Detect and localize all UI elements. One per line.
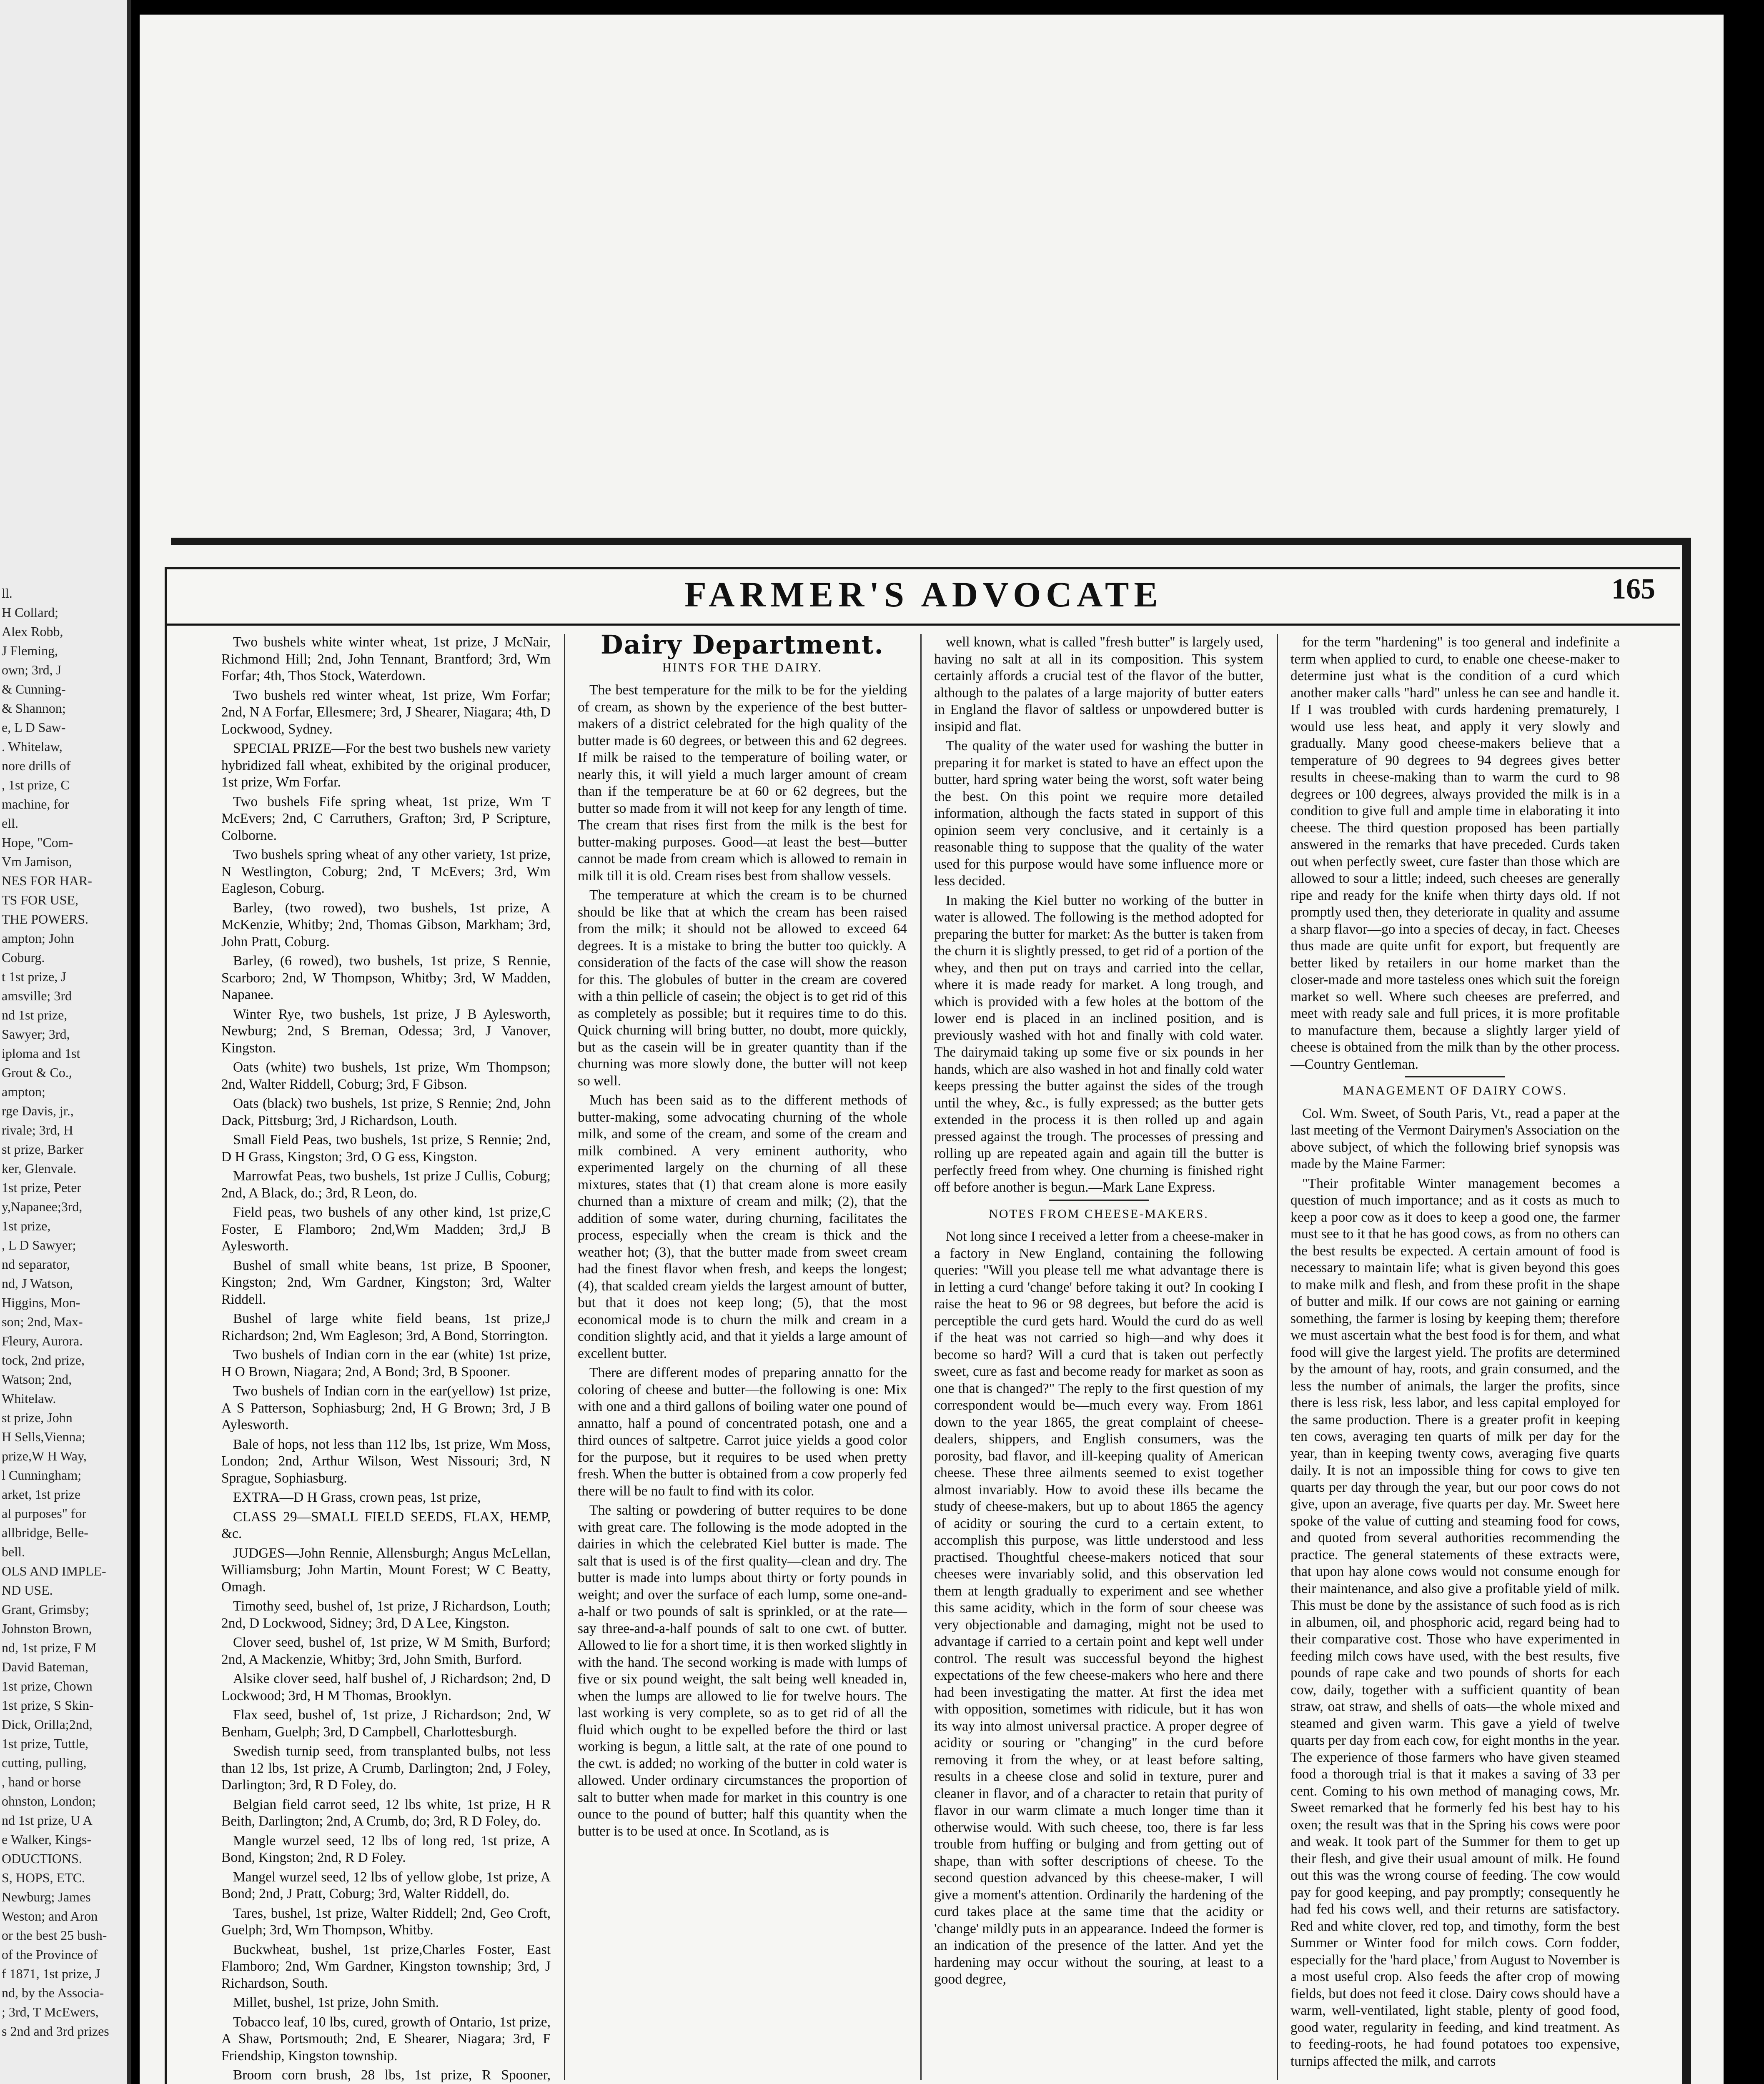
facing-page-line: Whitelaw.	[2, 1391, 56, 1406]
col4-paragraphs2-paragraph: Col. Wm. Sweet, of South Paris, Vt., read a paper at the last meeting of the Vermont Dairymen's Association on the above subject, of which the following brief synopsis was made by the Maine Farmer:	[1290, 1105, 1620, 1172]
col1-paragraphs-paragraph: JUDGES—John Rennie, Allensburgh; Angus McLellan, Williamsburg; John Martin, Mount Forest; W C Beatty, Omagh.	[221, 1545, 551, 1595]
facing-page-line: rivale; 3rd, H	[2, 1122, 73, 1137]
subhead-dairy-cows: MANAGEMENT OF DAIRY COWS.	[1343, 1084, 1568, 1097]
facing-page-line: 1st prize, Tuttle,	[2, 1736, 89, 1751]
facing-page-line: nd, by the Associa-	[2, 1985, 104, 2000]
facing-page-line: Dick, Orilla;2nd,	[2, 1717, 93, 1732]
facing-page-line: s 2nd and 3rd prizes	[2, 2024, 109, 2039]
masthead	[167, 569, 1680, 626]
facing-page-line: f 1871, 1st prize, J	[2, 1966, 100, 1981]
facing-page-line: , 1st prize, C	[2, 777, 70, 792]
col1-paragraphs-paragraph: Marrowfat Peas, two bushels, 1st prize J Cullis, Coburg; 2nd, A Black, do.; 3rd, R Leon, do.	[221, 1168, 551, 1201]
col1-paragraphs-paragraph: SPECIAL PRIZE—For the best two bushels new variety hybridized fall wheat, exhibited by the original producer, 1st prize, Wm Forfar.	[221, 741, 551, 790]
col1-paragraphs-paragraph: Mangel wurzel seed, 12 lbs of yellow globe, 1st prize, A Bond; 2nd, J Pratt, Coburg; 3rd, Walter Riddell, do.	[221, 1869, 551, 1901]
facing-page-edge	[0, 0, 131, 2084]
column-4-rule	[1405, 1076, 1505, 1077]
facing-page-line: 1st prize, Chown	[2, 1678, 93, 1693]
facing-page-line: nd separator,	[2, 1257, 70, 1272]
facing-page-line: y,Napanee;3rd,	[2, 1199, 83, 1214]
column-divider-1	[564, 634, 565, 2080]
facing-page-line: Higgins, Mon-	[2, 1295, 80, 1310]
facing-page-line: ohnston, London;	[2, 1793, 96, 1808]
column-3	[934, 634, 1263, 2080]
facing-page-line: iploma and 1st	[2, 1046, 80, 1061]
page-number: 165	[1611, 573, 1655, 605]
facing-page-line: Alex Robb,	[2, 624, 63, 639]
facing-page-line: . Whitelaw,	[2, 739, 63, 754]
column-4-body	[1290, 634, 1620, 1073]
facing-page-line: tock, 2nd prize,	[2, 1353, 85, 1368]
facing-page-line: nd, J Watson,	[2, 1276, 73, 1291]
col4-paragraphs-paragraph: for the term "hardening" is too general and indefinite a term when applied to curd, to enable one cheese-maker to determine just what is the condition of a curd which another maker calls "hard" unless he can see and handle it. If I was troubled with curds hardening prematurely, I would use less heat, and apply it very slowly and gradually. Many good cheese-makers believe that a temperature of 90 degrees to 94 degrees gives better results in cheese-making than to warm the curd to 98 degrees or 100 degrees, always provided the milk is in a condition to give full and ample time in elaborating it into cheese. The third question proposed has been partially answered in the remarks that have preceded. Curds taken out when perfectly sweet, cure faster than those which are allowed to sour a little; indeed, such cheeses are generally ripe and ready for the knife when thirty days old. If not promptly used then, they deteriorate in quality and assume a sharp flavor—go into a species of decay, in fact. Cheeses thus made are quite unfit for export, but frequently are better liked by retailers in our home market than the closer-made and more tasteless ones which suit the foreign market so well. Where such cheeses are preferred, and meet with ready sale and full prices, it is more profitable to manufacture them, because a slightly larger yield of cheese is obtained from the milk than by the other process.—Country Gentleman.	[1290, 634, 1620, 1072]
column-2	[578, 629, 907, 2080]
facing-page-line: Vm Jamison,	[2, 854, 72, 869]
col1-paragraphs-paragraph: Two bushels red winter wheat, 1st prize, Wm Forfar; 2nd, N A Forfar, Ellesmere; 3rd, J Shearer, Niagara; 4th, D Lockwood, Sydney.	[221, 687, 551, 737]
col1-paragraphs-paragraph: Barley, (two rowed), two bushels, 1st prize, A McKenzie, Whitby; 2nd, Thomas Gibson, Markham; 3rd, John Pratt, Coburg.	[221, 900, 551, 949]
facing-page-line: 1st prize, S Skin-	[2, 1698, 94, 1713]
facing-page-line: Weston; and Aron	[2, 1909, 98, 1924]
col3-paragraphs-paragraph: well known, what is called "fresh butter" is largely used, having no salt at all in its composition. This system certainly affords a crucial test of the flavor of the butter, although to the palates of a large majority of butter eaters in England the flavor of saltless or unpowdered butter is insipid and flat.	[934, 634, 1263, 734]
facing-page-line: of the Province of	[2, 1947, 98, 1962]
section-title: Dairy Department.	[600, 629, 885, 660]
facing-page-text	[0, 584, 127, 2039]
facing-page-line: e, L D Saw-	[2, 720, 66, 735]
subhead-cheese-makers: NOTES FROM CHEESE-MAKERS.	[989, 1207, 1209, 1221]
col1-paragraphs-paragraph: Bushel of small white beans, 1st prize, B Spooner, Kingston; 2nd, Wm Gardner, Kingston; 3rd, Walter Riddell.	[221, 1257, 551, 1307]
facing-page-line: Hope, "Com-	[2, 835, 73, 850]
col1-paragraphs-paragraph: Two bushels spring wheat of any other variety, 1st prize, N Westlington, Coburg; 2nd, T McEvers; 3rd, Wm Eagleson, Coburg.	[221, 847, 551, 896]
facing-page-line: Watson; 2nd,	[2, 1372, 72, 1387]
facing-page-line: ; 3rd, T McEwers,	[2, 2004, 99, 2019]
facing-page-line: Coburg.	[2, 950, 45, 965]
facing-page-line: Grant, Grimsby;	[2, 1602, 89, 1617]
facing-page-line: , hand or horse	[2, 1774, 81, 1789]
facing-page-line: THE POWERS.	[2, 912, 88, 927]
column-3-rule	[1049, 1200, 1149, 1201]
col1-paragraphs-paragraph: Oats (black) two bushels, 1st prize, S Rennie; 2nd, John Dack, Pittsburg; 3rd, J Richardson, Louth.	[221, 1096, 551, 1128]
col1-paragraphs-paragraph: Field peas, two bushels of any other kind, 1st prize,C Foster, E Flamboro; 2nd,Wm Madden; 3rd,J B Aylesworth.	[221, 1205, 551, 1254]
column-divider-3	[1277, 634, 1278, 2080]
facing-page-line: ampton;	[2, 1084, 45, 1099]
col2-paragraphs-paragraph: There are different modes of preparing annatto for the coloring of cheese and butter—the following is one: Mix with one and a third gallons of boiling water one pound of annatto, half a pound of concentrated potash, one and a third ounces of saltpetre. Carrot juice yields a good color for the purpose, but it requires to be used when pretty fresh. When the butter is obtained from a cow properly fed there will be no fault to find with its color.	[578, 1365, 907, 1499]
col2-paragraphs-paragraph: The temperature at which the cream is to be churned should be like that at which the cream has been raised from the milk; it should not be allowed to exceed 64 degrees. It is a mistake to bring the butter too quickly. A consideration of the facts of the case will show the reason for this. The globules of butter in the cream are covered with a thin pellicle of casein; the object is to get rid of this as completely as possible; but it requires time to do this. Quick churning will bring butter, no doubt, more quickly, but as the casein will be in greater quantity than if the churning was more slowly done, the butter will not keep so well.	[578, 887, 907, 1089]
facing-page-line: ODUCTIONS.	[2, 1851, 82, 1866]
column-2-body	[578, 682, 907, 1840]
facing-page-line: nd, 1st prize, F M	[2, 1640, 97, 1655]
newspaper-page	[140, 15, 1724, 2084]
col1-paragraphs-paragraph: Alsike clover seed, half bushel of, J Richardson; 2nd, D Lockwood; 3rd, H M Thomas, Brooklyn.	[221, 1671, 551, 1703]
col1-paragraphs-paragraph: Belgian field carrot seed, 12 lbs white, 1st prize, H R Beith, Darlington; 2nd, A Crumb, do; 3rd, R D Foley, do.	[221, 1796, 551, 1829]
page-fold-shadow-top	[171, 538, 1691, 545]
facing-page-line: Sawyer; 3rd,	[2, 1027, 70, 1042]
col1-paragraphs-paragraph: Two bushels of Indian corn in the ear (white) 1st prize, H O Brown, Niagara; 2nd, A Bond; 3rd, B Spooner.	[221, 1347, 551, 1380]
col3-paragraphs-paragraph: The quality of the water used for washing the butter in preparing it for market is stated to have an effect upon the butter, hard spring water being the worst, soft water being the best. On this point we require more detailed information, although the facts stated in support of this opinion seem very conclusive, and it certainly is a reasonable thing to suppose that the quality of the water used for this purpose would have some influence more or less decided.	[934, 738, 1263, 889]
col1-paragraphs-paragraph: Mangle wurzel seed, 12 lbs of long red, 1st prize, A Bond, Kingston; 2nd, R D Foley.	[221, 1833, 551, 1865]
facing-page-line: bell.	[2, 1544, 25, 1559]
facing-page-line: rge Davis, jr.,	[2, 1103, 74, 1118]
facing-page-line: ND USE.	[2, 1583, 53, 1598]
facing-page-line: ampton; John	[2, 931, 74, 946]
facing-page-line: 1st prize, Peter	[2, 1180, 82, 1195]
col1-paragraphs-paragraph: EXTRA—D H Grass, crown peas, 1st prize,	[233, 1490, 481, 1505]
col1-paragraphs-paragraph: Tobacco leaf, 10 lbs, cured, growth of Ontario, 1st prize, A Shaw, Portsmouth; 2nd, E Shearer, Niagara; 3rd, F Friendship, Kingston township.	[221, 2014, 551, 2064]
col3-paragraphs-paragraph: In making the Kiel butter no working of the butter in water is allowed. The following is the method adopted for preparing the butter for market: As the butter is taken from the churn it is slightly pressed, to get rid of a portion of the whey, and then put on trays and carried into the cellar, where it is made ready for market. A long trough, and which is provided with a few holes at the bottom of the lower end is placed in an inclined position, and is previously washed with hot and finally with cold water. The dairymaid taking up some five or six pounds in her hands, which are also washed in hot and finally cold water keeps pressing the butter against the sides of the trough until the whey, &c., is fully expressed; as the butter gets extended in the process it is then rolled up and again pressed against the trough. The processes of pressing and rolling up are repeated again and again till the butter is perfectly freed from whey. One churning is finished right off before another is begun.—Mark Lane Express.	[934, 892, 1263, 1195]
facing-page-line: al purposes" for	[2, 1506, 87, 1521]
facing-page-line: st prize, Barker	[2, 1142, 84, 1157]
facing-page-line: cutting, pulling,	[2, 1755, 87, 1770]
facing-page-line: amsville; 3rd	[2, 988, 72, 1003]
facing-page-line: or the best 25 bush-	[2, 1928, 107, 1943]
facing-page-line: own; 3rd, J	[2, 662, 62, 677]
col4-paragraphs2-paragraph: "Their profitable Winter management becomes a question of much importance; and as it costs as much to keep a poor cow as it does to keep a good one, the farmer must see to it that he has good cows, as from no others can the best results be expected. A certain amount of food is necessary to maintain life; what is given beyond this goes to make milk and flesh, and from these profit in the shape of butter and milk. If our cows are not gaining or earning something, the farmer is losing by keeping them; therefore we must ascertain what the best food is for them, and what food will give the largest yield. The profits are determined by the amount of hay, roots, and grain consumed, and the less the number of animals, the larger the profits, since there is less risk, less labor, and less capital employed for the same production. There is a greater profit in keeping ten cows, averaging ten quarts of milk per day for the year, than in keeping twenty cows, averaging five quarts daily. It is not an impossible thing for cows to give ten quarts per day through the year, but our poor cows do not give, upon an average, five quarts per day. Mr. Sweet here spoke of the value of cutting and steaming food for cows, and quoted from several authorities recommending the practice. The general statements of these extracts were, that upon hay alone cows would not consume enough for their maintenance, and also give a profitable yield of milk. This must be done by the assistance of such food as is rich in albumen, oil, and phosphoric acid, regard being had to their comparative cost. Those who have experimented in feeding milch cows have used, with the best results, five pounds of rape cake and two pounds of shorts for each cow, daily, together with a sufficient quantity of bean straw, oat straw, and shells of oats—the whole mixed and steamed and given warm. This gave a yield of twelve quarts per day from each cow, for eight months in the year. The experience of those farmers who have given steamed food a thorough trial is that it makes a saving of 33 per cent. Coming to his own method of managing cows, Mr. Sweet remarked that he formerly fed his best hay to his oxen; the result was that in the Spring his cows were poor and weak. It took part of the Summer for them to get up their flesh, and give their usual amount of milk. He found out this was the wrong course of feeding. The cow would pay for good keeping, and pay promptly; consequently he had fed his cows well, and their returns are satisfactory. Red and white clover, red top, and timothy, form the best Summer or Winter food for milch cows. Corn fodder, especially for the 'hard place,' from August to November is a most useful crop. Also feeds the after crop of mowing fields, but does not feed it close. Dairy cows should have a warm, well-ventilated, light stable, plenty of good food, good water, regularity in feeding, and kind treatment. As to feeding-roots, he had found potatoes too expensive, turnips affected the milk, and carrots	[1290, 1175, 1620, 2069]
column-1	[221, 634, 551, 2083]
column-3-body	[934, 634, 1263, 1196]
subhead-hints-dairy: HINTS FOR THE DAIRY.	[662, 660, 822, 674]
facing-page-line: st prize, John	[2, 1410, 73, 1425]
facing-page-line: ell.	[2, 816, 18, 831]
col1-paragraphs-paragraph: Timothy seed, bushel of, 1st prize, J Richardson, Louth; 2nd, D Lockwood, Sidney; 3rd, D A Lee, Kingston.	[221, 1598, 551, 1631]
col1-paragraphs-paragraph: Bushel of large white field beans, 1st prize,J Richardson; 2nd, Wm Eagleson; 3rd, A Bond, Storrington.	[221, 1311, 551, 1343]
facing-page-line: 1st prize,	[2, 1218, 51, 1233]
facing-page-line: H Collard;	[2, 605, 58, 620]
masthead-title: FARMER'S ADVOCATE	[684, 574, 1163, 614]
facing-page-line: prize,W H Way,	[2, 1448, 87, 1463]
col3-paragraphs2-paragraph: Not long since I received a letter from a cheese-maker in a factory in New England, containing the following queries: "Will you please tell me what advantage there is in letting a curd 'change' before taking it out? In cooking I raise the heat to 96 or 98 degrees, but before the acid is perceptible the curd gets hard. Would the curd do as well if the heat was not carried so high—and why does it become so hard? Will a curd that is taken out perfectly sweet, cure as fast and become ready for market as soon as one that is changed?" The reply to the first question of my correspondent would be—much every way. From 1861 down to the year 1865, the great complaint of cheese-dealers, shippers, and English consumers, was the porosity, bad flavor, and ill-keeping quality of American cheese. These three ailments seemed to exist together almost invariably. How to avoid these ills became the study of cheese-makers, but up to about 1865 the agency of acidity or souring the curd to a certain extent, to accomplish this purpose, was little understood and less practised. Thoughtful cheese-makers noticed that sour cheeses were invariably solid, and this observation led them at length gradually to experiment and see whether this same acidity, which in the form of sour cheese was very objectionable and damaging, might not be used to advantage if carried to a certain point and kept well under control. The result was successful beyond the highest expectations of the few cheese-makers who here and there had been investigating the matter. At first the idea met with opposition, sometimes with ridicule, but it has won its way into almost universal practice. A proper degree of acidity or souring or "changing" in the curd before removing it from the whey, or at least before salting, results in a cheese close and solid in texture, purer and cleaner in flavor, and of a character to retain that purity of flavor in our warm climate a much longer time than it otherwise would. With such cheese, too, there is far less trouble from huffing or bulging and from getting out of shape, than with softer descriptions of cheese. To the second question advanced by this cheese-maker, I will give a moment's attention. Ordinarily the hardening of the curd takes place at the same time that the acidity or 'change' mildly puts in an appearance. Indeed the former is an indication of the presence of the latter. And yet the hardening may occur without the souring, at least to a good degree,	[934, 1229, 1263, 1987]
facing-page-line: Fleury, Aurora.	[2, 1333, 83, 1348]
facing-page-line: & Cunning-	[2, 681, 66, 696]
col1-paragraphs-paragraph: Two bushels white winter wheat, 1st prize, J McNair, Richmond Hill; 2nd, John Tennant, Brantford; 3rd, Wm Forfar; 4th, Thos Stock, Waterdown.	[221, 634, 551, 684]
col1-paragraphs-paragraph: Oats (white) two bushels, 1st prize, Wm Thompson; 2nd, Walter Riddell, Coburg; 3rd, F Gibson.	[221, 1060, 551, 1092]
col1-paragraphs-paragraph: CLASS 29—SMALL FIELD SEEDS, FLAX, HEMP, &c.	[221, 1509, 551, 1541]
facing-page-line: , L D Sawyer;	[2, 1237, 76, 1252]
col2-paragraphs-paragraph: The best temperature for the milk to be for the yielding of cream, as shown by the experience of the best butter-makers of a district celebrated for the high quality of the butter made is 60 degrees, or between this and 62 degrees. If milk be raised to the temperature of boiling water, or nearly this, it will yield a much larger amount of cream than if the temperature be at 60 or 62 degrees, but the butter so made from it will not keep for any length of time. The cream that rises first from the milk is the best for butter-making purposes. Good—at least the best—butter cannot be made from cream which is allowed to remain in milk till it is old. Cream rises best from shallow vessels.	[578, 682, 907, 884]
facing-page-line: David Bateman,	[2, 1659, 88, 1674]
col1-paragraphs-paragraph: Clover seed, bushel of, 1st prize, W M Smith, Burford; 2nd, A Mackenzie, Whitby; 3rd, John Smith, Burford.	[221, 1635, 551, 1667]
column-4	[1290, 634, 1620, 2080]
facing-page-line: l Cunningham;	[2, 1468, 82, 1483]
facing-page-line: ker, Glenvale.	[2, 1161, 77, 1176]
col1-paragraphs-paragraph: Small Field Peas, two bushels, 1st prize, S Rennie; 2nd, D H Grass, Kingston; 3rd, O G ess, Kingston.	[221, 1132, 551, 1165]
col1-paragraphs-paragraph: Buckwheat, bushel, 1st prize,Charles Foster, East Flamboro; 2nd, Wm Gardner, Kingston township; 3rd, J Richardson, South.	[221, 1941, 551, 1991]
col1-paragraphs-paragraph: Barley, (6 rowed), two bushels, 1st prize, S Rennie, Scarboro; 2nd, W Thompson, Whitby; 3rd, W Madden, Napanee.	[221, 953, 551, 1002]
facing-page-line: ll.	[2, 586, 13, 601]
facing-page-line: nd 1st prize,	[2, 1007, 68, 1022]
facing-page-line: & Shannon;	[2, 701, 66, 716]
column-3-body-2	[934, 1228, 1263, 1988]
facing-page-line: OLS AND IMPLE-	[2, 1563, 106, 1578]
facing-page-line: J Fleming,	[2, 643, 58, 658]
print-area	[165, 567, 1680, 2084]
facing-page-line: nd 1st prize, U A	[2, 1813, 93, 1828]
col2-paragraphs-paragraph: Much has been said as to the different methods of butter-making, some advocating churning of the whole milk, and some of the cream, and some of the cream and milk combined. A very eminent authority, who experimented largely on the churning of all these mixtures, states that (1) that cream alone is more easily churned than a mixture of cream and milk; (2), that the addition of some water, during churning, facilitates the process, especially when the cream is thick and the weather hot; (3), that the butter made from sweet cream had the finest flavor when fresh, and keeps the longest; (4), that scalded cream yields the largest amount of butter, but that it does not keep long; (5), that the most economical mode is to churn the milk and cream in a condition slightly acid, and that it yields a large amount of excellent butter.	[578, 1092, 907, 1361]
facing-page-line: S, HOPS, ETC.	[2, 1870, 85, 1885]
facing-page-line: arket, 1st prize	[2, 1487, 81, 1502]
facing-page-line: TS FOR USE,	[2, 892, 79, 907]
facing-page-line: NES FOR HAR-	[2, 873, 92, 888]
col1-paragraphs-paragraph: Two bushels Fife spring wheat, 1st prize, Wm T McEvers; 2nd, C Carruthers, Grafton; 3rd, P Scripture, Colborne.	[221, 794, 551, 843]
facing-page-line: nore drills of	[2, 758, 71, 773]
col1-paragraphs-paragraph: Two bushels of Indian corn in the ear(yellow) 1st prize, A S Patterson, Sophiasburg; 2nd, H G Brown; 3rd, J B Aylesworth.	[221, 1383, 551, 1433]
col1-paragraphs-paragraph: Swedish turnip seed, from transplanted bulbs, not less than 12 lbs, 1st prize, A Crumb, Darlington; 2nd, J Foley, Darlington; 3rd, R D Foley, do.	[221, 1743, 551, 1793]
facing-page-line: son; 2nd, Max-	[2, 1314, 83, 1329]
page-fold-shadow-right	[1682, 538, 1691, 2084]
facing-page-line: e Walker, Kings-	[2, 1832, 92, 1847]
col1-paragraphs-paragraph: Millet, bushel, 1st prize, John Smith.	[233, 1995, 439, 2010]
col1-paragraphs-paragraph: Flax seed, bushel of, 1st prize, J Richardson; 2nd, W Benham, Guelph; 3rd, D Campbell, Charlottesburgh.	[221, 1707, 551, 1740]
col1-paragraphs-paragraph: Broom corn brush, 28 lbs, 1st prize, R Spooner,	[233, 2067, 551, 2083]
facing-page-line: machine, for	[2, 797, 69, 812]
facing-page-line: Johnston Brown,	[2, 1621, 92, 1636]
facing-page-line: H Sells,Vienna;	[2, 1429, 85, 1444]
facing-page-line: Newburg; James	[2, 1889, 91, 1904]
col1-paragraphs-paragraph: Winter Rye, two bushels, 1st prize, J B Aylesworth, Newburg; 2nd, S Breman, Odessa; 3rd, J Vanover, Kingston.	[221, 1006, 551, 1056]
facing-page-line: Grout & Co.,	[2, 1065, 72, 1080]
facing-page-line: t 1st prize, J	[2, 969, 66, 984]
col1-paragraphs-paragraph: Tares, bushel, 1st prize, Walter Riddell; 2nd, Geo Croft, Guelph; 3rd, Wm Thompson, Whitby.	[221, 1905, 551, 1938]
column-1-body	[221, 634, 551, 2084]
col2-paragraphs-paragraph: The salting or powdering of butter requires to be done with great care. The following is the mode adopted in the dairies in which the celebrated Kiel butter is made. The salt that is used is of the first quality—clean and dry. The butter is made into lumps about thirty or forty pounds in weight; and over the surface of each lump, some one-and-a-half or two pounds of salt is sprinkled, or at the rate—say three-and-a-half pounds of salt to one cwt. of butter. Allowed to lie for a short time, it is then worked slightly in with the hand. The second working is made with lumps of five or six pound weight, the salt being well kneaded in, when the lumps are allowed to lie for twelve hours. The last working is very complete, so as to get rid of all the fluid which ought to be expelled before the third or last working is begun, a little salt, at the rate of one pound to the cwt. is added; no working of the butter in cold water is allowed. Under ordinary circumstances the proportion of salt to butter when made for market in this country is one ounce to the pound of butter; half this quantity when the butter is to be used at once. In Scotland, as is	[578, 1503, 907, 1839]
article-columns	[221, 629, 1655, 2083]
column-divider-2	[920, 634, 922, 2080]
facing-page-line: allbridge, Belle-	[2, 1525, 88, 1540]
col1-paragraphs-paragraph: Bale of hops, not less than 112 lbs, 1st prize, Wm Moss, London; 2nd, Arthur Wilson, West Nissouri; 3rd, N Sprague, Sophiasburg.	[221, 1436, 551, 1486]
column-4-body-2	[1290, 1105, 1620, 2070]
